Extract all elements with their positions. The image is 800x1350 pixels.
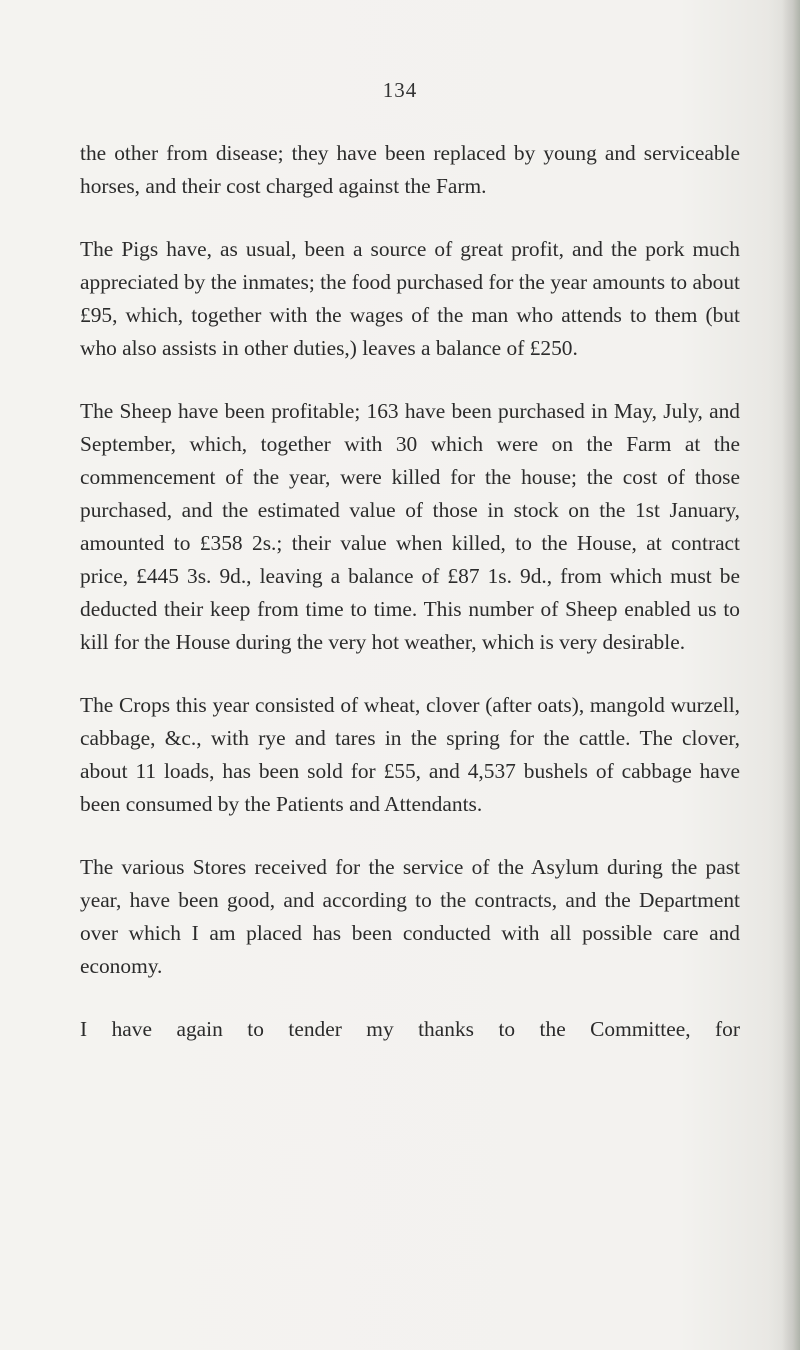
paragraph-crops: The Crops this year consisted of wheat, clover (after oats), mangold wurzell, cabbage, &c., with rye and tares in the spring for the cattle. The clover, about 11 loads, has been sold for £55, and 4,537 bushels of cabbage have been consumed by the Patients and Attendants. [80, 693, 740, 816]
page-number: 134 [382, 78, 418, 102]
paragraph-pigs: The Pigs have, as usual, been a source of great profit, and the pork much appreciated by the inmates; the food purchased for the year amounts to about £95, which, together with the wages of the man who attends to them (but who also assists in other duties,) leaves a balance of £250. [80, 237, 740, 360]
body-text [80, 137, 740, 1046]
paragraph-sheep: The Sheep have been profitable; 163 have been purchased in May, July, and September, which, together with 30 which were on the Farm at the commencement of the year, were killed for the house; the cost of those purchased, and the estimated value of those in stock on the 1st January, amounted to £358 2s.; their value when killed, to the House, at contract price, £445 3s. 9d., leaving a balance of £87 1s. 9d., from which must be deducted their keep from time to time. This number of Sheep enabled us to kill for the House during the very hot weather, which is very desirable. [80, 399, 740, 654]
paragraph-horses: the other from disease; they have been replaced by young and serviceable horses, and their cost charged against the Farm. [80, 141, 740, 198]
paragraph-stores: The various Stores received for the service of the Asylum during the past year, have been good, and according to the contracts, and the Department over which I am placed has been conducted with all possible care and economy. [80, 855, 740, 978]
paragraph-thanks: I have again to tender my thanks to the Committee, for [80, 1017, 740, 1041]
page-edge-shadow [782, 0, 800, 1350]
